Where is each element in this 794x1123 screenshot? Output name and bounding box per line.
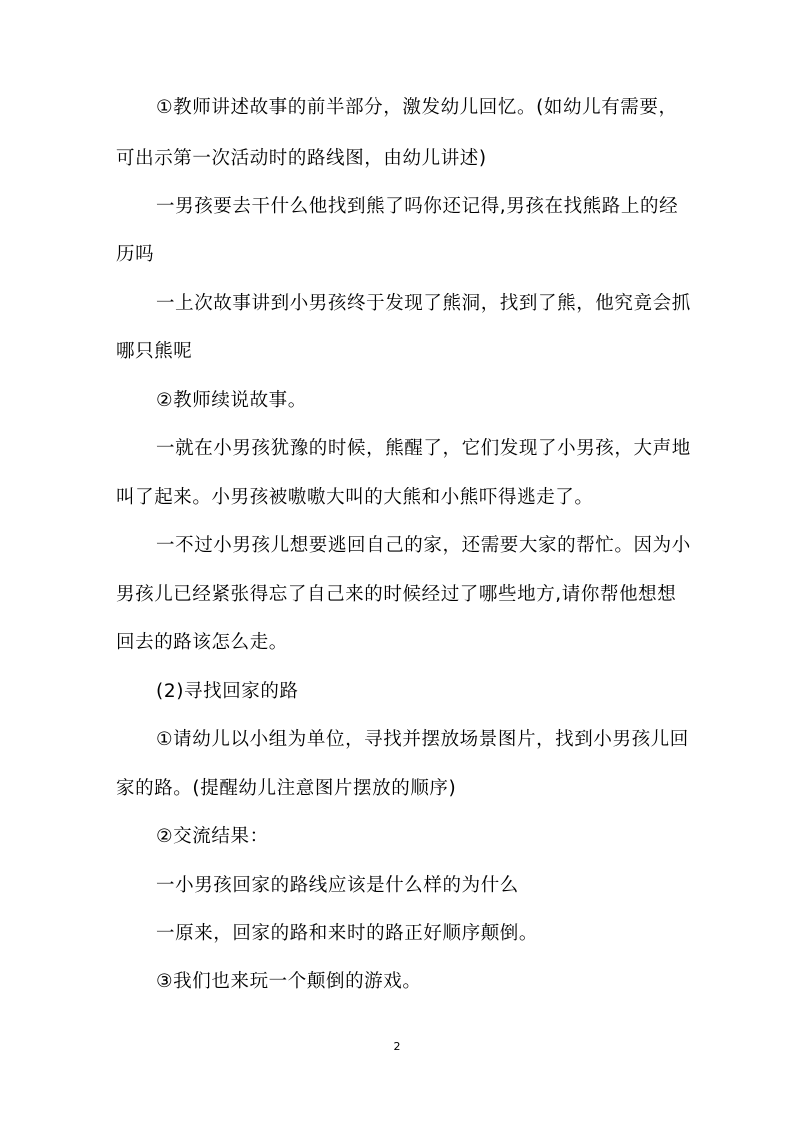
- paragraph-line: 一不过小男孩儿想要逃回自己的家，还需要大家的帮忙。因为小: [156, 535, 691, 556]
- paragraph-line: 家的路。(提醒幼儿注意图片摆放的顺序): [116, 778, 457, 799]
- section-heading: (2)寻找回家的路: [156, 681, 299, 702]
- paragraph-line: 一小男孩回家的路线应该是什么样的为什么: [156, 875, 519, 896]
- paragraph-line: 一上次故事讲到小男孩终于发现了熊洞，找到了熊，他究竟会抓: [156, 293, 691, 314]
- paragraph-line: 一原来，回家的路和来时的路正好顺序颠倒。: [156, 923, 539, 944]
- paragraph-line: ③我们也来玩一个颠倒的游戏。: [156, 971, 422, 992]
- paragraph-line: 一男孩要去干什么他找到熊了吗你还记得,男孩在找熊路上的经: [156, 196, 679, 217]
- paragraph-line: 叫了起来。小男孩被嗷嗷大叫的大熊和小熊吓得逃走了。: [116, 487, 594, 508]
- paragraph-line: 历吗: [116, 244, 155, 265]
- paragraph-line: 可出示第一次活动时的路线图，由幼儿讲述): [116, 148, 487, 169]
- paragraph-line: ①教师讲述故事的前半部分，激发幼儿回忆。(如幼儿有需要，: [156, 97, 678, 118]
- paragraph-line: 回去的路该怎么走。: [116, 632, 288, 653]
- paragraph-line: 男孩儿已经紧张得忘了自己来的时候经过了哪些地方,请你帮他想想: [116, 584, 677, 605]
- paragraph-line: ①请幼儿以小组为单位，寻找并摆放场景图片，找到小男孩儿回: [156, 729, 689, 750]
- page-number: 2: [393, 1040, 401, 1053]
- paragraph-line: ②教师续说故事。: [156, 390, 307, 411]
- paragraph-line: 一就在小男孩犹豫的时候，熊醒了，它们发现了小男孩，大声地: [156, 438, 691, 459]
- paragraph-line: ②交流结果：: [156, 826, 269, 847]
- paragraph-line: 哪只熊呢: [116, 341, 193, 362]
